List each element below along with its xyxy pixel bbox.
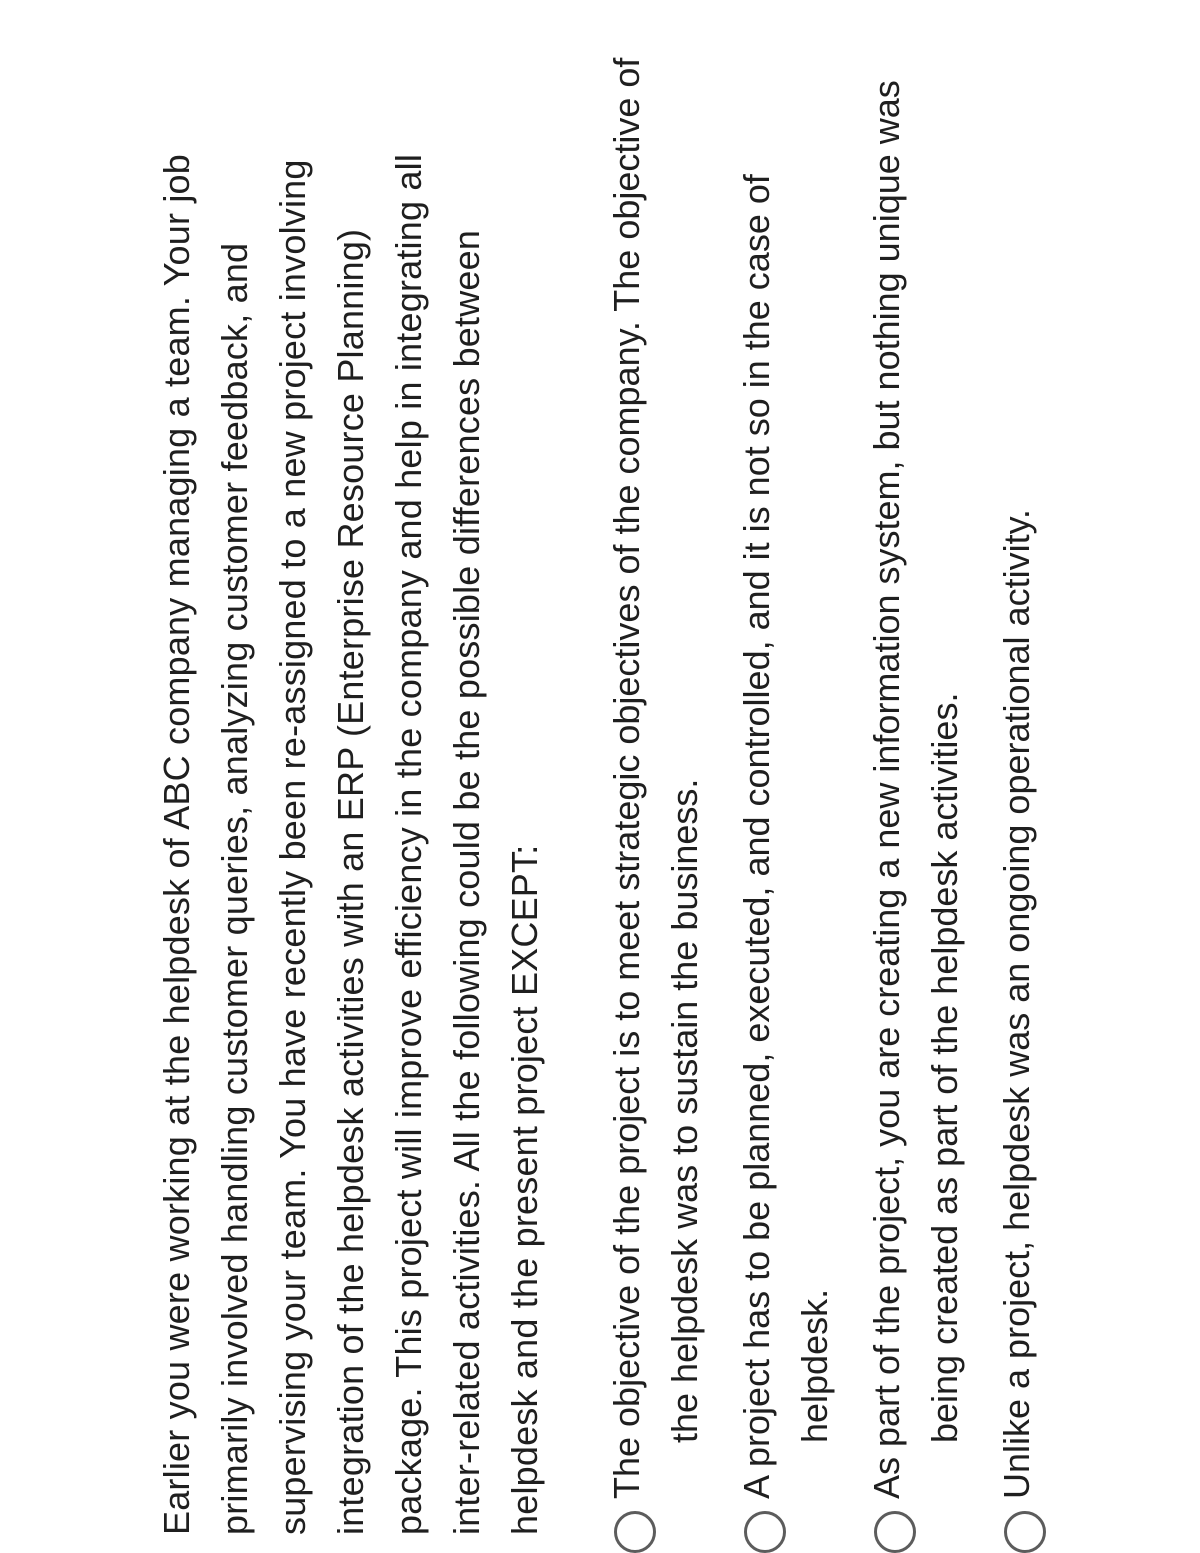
radio-button-c[interactable]	[874, 1511, 916, 1553]
answer-option-c[interactable]	[858, 0, 974, 1553]
answer-option-b[interactable]	[728, 0, 844, 1553]
question-text: Earlier you were working at the helpdesk of ABC company managing a team. Your job primarily involved handling customer queries, analyzing customer feedback, and supervising your team. You have recently been re-assigned to a new project involving integration of the helpdesk activities with an ERP (Enterprise Resource Planning) package. This project will improve efficiency in the company and help in integrating all inter-related activities. All the following could be the possible differences between helpdesk and the present project EXCEPT:	[156, 153, 545, 1535]
radio-button-b[interactable]	[744, 1511, 786, 1553]
answer-option-a[interactable]	[598, 0, 714, 1553]
answer-option-d[interactable]	[988, 0, 1046, 1553]
answer-label-a[interactable]: The objective of the project is to meet strategic objectives of the company. The objective of the helpdesk was to sustain the business.	[606, 57, 705, 1499]
answer-label-c[interactable]: As part of the project, you are creating a new information system, but nothing unique was being created as part of the helpdesk activities.	[866, 80, 965, 1499]
radio-button-d[interactable]	[1004, 1511, 1046, 1553]
answer-options	[598, 0, 1060, 1553]
answer-label-d[interactable]: Unlike a project, helpdesk was an ongoing operational activity.	[996, 509, 1037, 1499]
radio-button-a[interactable]	[614, 1511, 656, 1553]
answer-label-b[interactable]: A project has to be planned, executed, and controlled, and it is not so in the case of helpdesk.	[736, 174, 835, 1499]
